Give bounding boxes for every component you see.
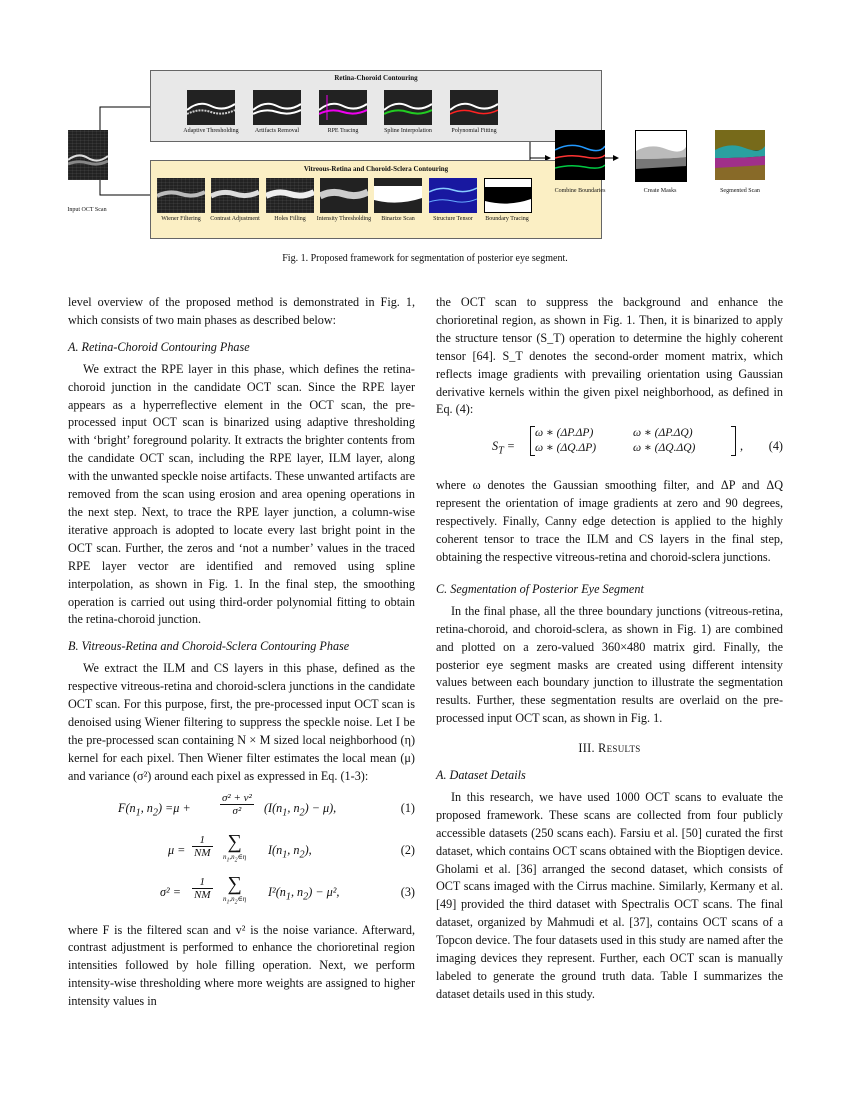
equation-1-number: (1) (400, 800, 415, 815)
boundary-tracing-thumb (484, 178, 532, 213)
equation-4: $S_T$ = ω ∗ (ΔP.ΔP) ω ∗ (ΔP.ΔQ) ω ∗ (ΔQ.ΔP) ω ∗ (ΔQ.ΔQ) , (4) (492, 427, 783, 457)
adaptive-thresholding-thumb (187, 90, 235, 125)
output-step-2: Create Masks (643, 188, 677, 194)
equation-3-number: (3) (400, 884, 415, 899)
section-b-heading: B. Vitreous-Retina and Choroid-Sclera Contouring Phase (68, 639, 350, 654)
right-tensor-paragraph: where ω denotes the Gaussian smoothing filter, and ΔP and ΔQ represent the orientation of image gradients at zero and 90 degrees, respectively. Finally, Canny edge detection is applied to the highly coherent tensor to trace the ILM and CS layers in the final step, obtaining the respective vitreous-retina and choroid-sclera junctions. (436, 478, 783, 564)
section-iii-a-heading: A. Dataset Details (436, 768, 526, 783)
spline-interpolation-thumb (384, 90, 432, 125)
figure-caption: Fig. 1. Proposed framework for segmentation of posterior eye segment. (282, 253, 568, 264)
phase1-step-1: Adaptive Thresholding (183, 128, 239, 134)
structure-tensor-thumb (429, 178, 477, 213)
left-column (68, 294, 415, 1011)
input-oct-thumbnail (68, 130, 108, 180)
left-intro-paragraph: level overview of the proposed method is demonstrated in Fig. 1, which consists of two main phases as described below: (68, 295, 415, 327)
section-a-heading: A. Retina-Choroid Contouring Phase (68, 339, 250, 354)
segmented-scan-thumb (715, 130, 765, 180)
polynomial-fitting-thumb (450, 90, 498, 125)
left-closing-paragraph: where F is the filtered scan and v² is the noise variance. Afterward, contrast adjustment is performed to enhance the chorioretinal region intensities followed by hole filling operation. Next, we perform intensity-wise thresholding where more weights are assigned to higher intensity values in (68, 922, 415, 1009)
phase2-step-7: Boundary Tracing (485, 216, 529, 222)
artifacts-removal-thumb (253, 90, 301, 125)
section-c-paragraph: In the final phase, all the three boundary junctions (vitreous-retina, retina-choroid, and choroid-sclera, as shown in Fig. 1) are combined and plotted on a zero-valued 360×480 matrix gird. Finally, the posterior eye segment masks are created using different intensity values between each boundary junction to illustrate the segmentation results. Further, these segmentation results are overlaid on the pre-processed input OCT scan, as shown in Fig. 1. (436, 603, 783, 726)
right-column (436, 294, 783, 1004)
create-masks-thumb (635, 130, 687, 182)
section-c-heading: C. Segmentation of Posterior Eye Segment (436, 581, 644, 596)
phase1-step-5: Polynomial Fitting (451, 128, 497, 134)
section-a-paragraph: We extract the RPE layer in this phase, which defines the retina-choroid junction in the candidate OCT scan. Since the RPE layer appears as a hyperreflective element in the OCT scan, the pre-processed input OCT scan is binarized using adaptive thresholding with ‘bright’ foreground polarity. It extracts the brighter contents from the candidate OCT scan, including the RPE layer, ILM layer, along with the unwanted speckle noise artifacts. These unwanted artifacts are removed from the scan using erosion and area opening operations in the next step. Next, to trace the RPE layer junction, a column-wise iterative approach is adopted to locate every last bright point in the OCT scan. Further, the zeros and ‘not a number’ values in the traced RPE layer vector are identified and removed using spline interpolation, as shown in Fig. 1. In the final step, the smoothing operation is carried out using third-order polynomial fitting to obtain the retina-choroid junction. (68, 361, 415, 627)
output-step-3: Segmented Scan (720, 188, 760, 194)
phase2-step-1: Wiener Filtering (161, 216, 201, 222)
binarize-scan-thumb (374, 178, 422, 213)
equations-1-3 (68, 792, 415, 916)
output-step-1: Combine Boundaries (554, 188, 606, 194)
section-iii-heading: III. Results (578, 741, 641, 756)
right-intro-paragraph: the OCT scan to suppress the background and enhance the chorioretinal region, as shown in Fig. 1. Then, it is binarized to apply the structure tensor (S_T) operation to determine the highly coherent tensor [64]. S_T denotes the second-order moment matrix, which reflects image gradients with prevailing orientation using Gaussian derivative kernels within the given pixel neighborhood, as defined in Eq. (4): (436, 295, 783, 417)
phase1-step-2: Artifacts Removal (254, 128, 300, 134)
phase2-step-4: Intensity Thresholding (316, 216, 372, 222)
section-iii-a-paragraph: In this research, we have used 1000 OCT scans to evaluate the proposed framework. These scans are collected from four publicly accessible datasets (250 scans each). Farsiu et al. [50] curated the first dataset, which contains OCT scans obtained with the Bioptigen device. Gholami et al. [36] arranged the second dataset, which consists of OCT scans imaged with the Cirrus machine. Similarly, Kermany et al. [49] provided the third dataset with Spectralis OCT scans. The final dataset, organized by Mahmudi et al. [37], contains OCT scans of a Topcon device. The four datasets used in this study are named after the imaging devices they represent. Further, each OCT scan is manually labeled to generate the ground truth data. Table I summarizes the dataset details used in this study. (436, 789, 783, 1001)
phase2-step-5: Binarize Scan (381, 216, 415, 222)
input-oct-label: Input OCT Scan (67, 207, 107, 213)
phase2-step-2: Contrast Adjustment (210, 216, 260, 222)
holes-filling-thumb (266, 178, 314, 213)
phase1-step-3: RPE Tracing (327, 128, 359, 134)
phase2-title: Vitreous-Retina and Choroid-Sclera Contouring (303, 165, 449, 173)
phase1-title: Retina-Choroid Contouring (334, 74, 418, 82)
equation-2: μ = $\frac{1}{NM}$ ∑ $n_1,n_2\in\eta$ $I(n_1$, $n_2$), (2) (168, 830, 415, 863)
phase2-step-3: Holes Filling (274, 216, 306, 222)
wiener-filtering-thumb (157, 178, 205, 213)
combine-boundaries-thumb (555, 130, 605, 180)
equation-1: $F(n_1$, $n_2) =\mu$ + $\frac{\text{σ² + v²}}{\text{σ²}}$ ($I(n_1$, $n_2) - \mu$), (1) (118, 791, 415, 818)
phase1-step-4: Spline Interpolation (384, 128, 432, 134)
contrast-adjustment-thumb (211, 178, 259, 213)
framework-figure (60, 60, 790, 260)
section-b-paragraph: We extract the ILM and CS layers in this phase, defined as the respective vitreous-retina and choroid-sclera junctions in the candidate OCT scan. For this purpose, first, the pre-processed input OCT scan is denoised using Wiener filtering to suppress the speckle noise. Let I be the pre-processed scan containing N × M sized local neighborhood (η) kernel for each pixel. Then Wiener filter estimates the local mean (μ) and variance (σ²) around each pixel as expressed in Eq. (1-3): (68, 661, 415, 783)
rpe-tracing-thumb (319, 90, 367, 125)
equation-3: σ² = $\frac{1}{NM}$ ∑ $n_1,n_2\in\eta$ $I^2(n_1$, $n_2) - \mu^2$, (3) (160, 872, 415, 905)
phase2-step-6: Structure Tensor (433, 216, 473, 222)
equation-2-number: (2) (400, 842, 415, 857)
equation-4-number: (4) (768, 439, 783, 454)
intensity-thresholding-thumb (320, 178, 368, 213)
